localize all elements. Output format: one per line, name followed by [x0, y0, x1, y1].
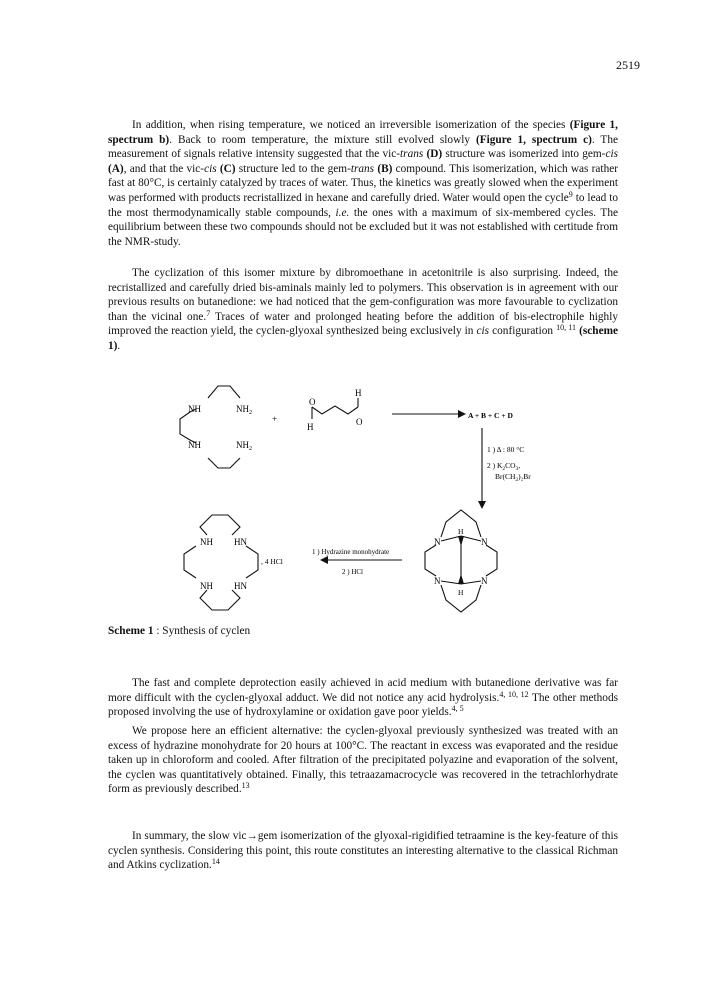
amine-nh2-bottom: $NH_2$: [236, 440, 252, 452]
glyoxal-n-bottom-left: N: [434, 576, 441, 586]
hcl-step-label: 2 ) HCl: [342, 568, 363, 576]
glyoxal-h-right: H: [355, 388, 362, 398]
glyoxal-o-left: O: [309, 397, 316, 407]
paragraph-deprotection: The fast and complete deprotection easily achieved in acid medium with butanedione derivative was far more difficult with the cyclen-glyoxal adduct. We did not notice any acid hydrolysis.$^{4, 10, 12}$ The other methods proposed involving the use of hydroxylamine or oxidation gave poor yields.$^{4, 5}$: [108, 677, 619, 719]
paragraph-alternative: We propose here an efficient alternative: the cyclen-glyoxal previously synthesized was treated with an excess of hydrazine monohydrate for 20 hours at 100°C. The reactant in excess was evaporated and the residue taken up in chloroform and cooled. After filtration of the precipitated polyazine and evaporation of the solvent, the cyclen was quantitatively obtained. Finally, this tetraazamacrocycle was recovered in the tetrachlorhydrate form as previously described.$^{13}$: [108, 725, 618, 796]
hydrazine-label: 1 ) Hydrazine monohydrate: [312, 548, 390, 556]
step1-label: 1 ) Δ : 80 °C: [487, 445, 525, 454]
glyoxal-h-left: H: [307, 422, 314, 432]
paragraph-summary: In summary, the slow vic→gem isomerization of the glyoxal-rigidified tetraamine is the key-feature of this cyclen synthesis. Considering this point, this route constitutes an interesting alternative to the classical Richman and Atkins cyclization.$^{14}$: [108, 830, 618, 872]
step2-reagent-2: $Br(CH_2)_2Br$: [495, 472, 531, 483]
amine-nh-bottom: NH: [188, 440, 201, 450]
glyoxal-h-bottom: H: [458, 588, 464, 597]
glyoxal-n-top-left: N: [434, 537, 441, 547]
cyclen-hn-bottom: HN: [234, 581, 247, 591]
glyoxal-o-right: O: [356, 417, 363, 427]
cyclen-nh-bottom: NH: [200, 581, 213, 591]
products-label: A + B + C + D: [468, 411, 513, 420]
glyoxal-n-bottom-right: N: [481, 576, 488, 586]
scheme-caption: Scheme 1 : Synthesis of cyclen: [108, 625, 251, 637]
cyclen-hn-top: HN: [234, 537, 247, 547]
plus-sign: +: [272, 414, 278, 424]
hcl-salt-label: , 4 HCl: [261, 557, 283, 566]
paragraph-cyclization: The cyclization of this isomer mixture by dibromoethane in acetonitrile is also surprising. Indeed, the recristallized and carefully dried bis-aminals mainly led to polymers. This observation is in agreement with our previous results on butanedione: we had noticed that the gem-configuration was more favourable to cyclization than the vicinal one.$^7$ Traces of water and prolonged heating before the addition of bis-electrophile highly improved the reaction yield, the cyclen-glyoxal synthesized being exclusively in cis configuration $^{10, 11}$ (scheme 1).: [108, 267, 619, 352]
paragraph-isomerization: In addition, when rising temperature, we noticed an irreversible isomerization of the species (Figure 1, spectrum b). Back to room temperature, the mixture still evolved slowly (Figure 1, spectrum c). The measurement of signals relative intensity suggested that the vic-trans (D) structure was isomerized into gem-cis (A), and that the vic-cis (C) structure led to the gem-trans (B) compound. This isomerization, which was rather fast at 80°C, is certainly catalyzed by traces of water. Thus, the kinetics was greatly slowed when the experiment was performed with products recristallized in hexane and carefully dried. Water would open the cycle$^9$ to lead to the most thermodynamically stable compounds, i.e. the ones with a maximum of six-membered cycles. The equilibrium between these two compounds should not be excluded but it was not established with certitude from the NMR-study.: [108, 119, 619, 248]
amine-nh-top: NH: [188, 404, 201, 414]
cyclen-nh-top: NH: [200, 537, 213, 547]
step2-reagent-1: 2 ) $K_2CO_3$,: [487, 461, 521, 472]
glyoxal-h-top: H: [458, 527, 464, 536]
page-number: 2519: [616, 58, 640, 72]
scheme-1-diagram: [160, 368, 580, 618]
bond-lines: [208, 386, 240, 398]
amine-nh2-top: $NH_2$: [236, 404, 252, 416]
glyoxal-n-top-right: N: [481, 537, 488, 547]
